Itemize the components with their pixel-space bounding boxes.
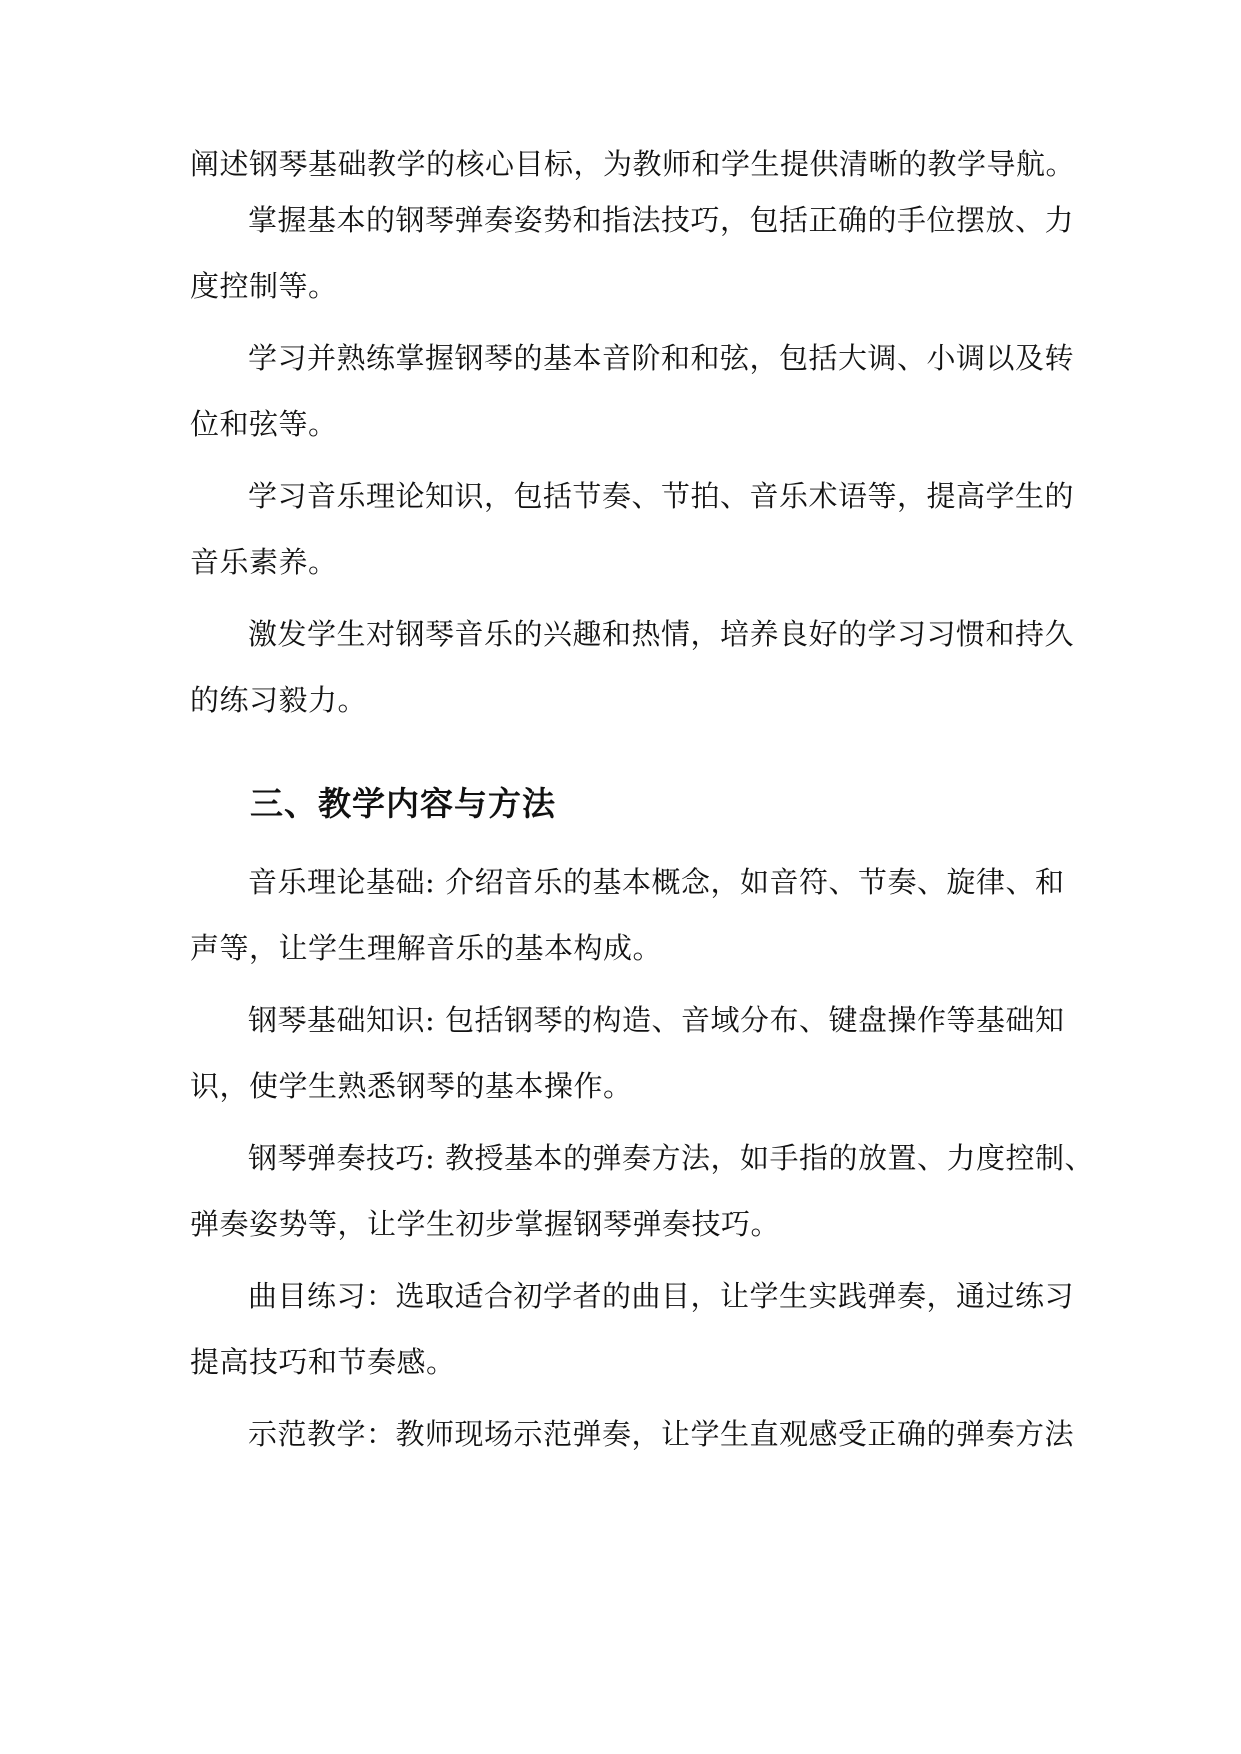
content-5-line-1: 示范教学：教师现场示范弹奏，让学生直观感受正确的弹奏方法 [248,1417,1075,1451]
intro-paragraph: 阐述钢琴基础教学的核心目标，为教师和学生提供清晰的教学导航。 [190,147,1076,181]
goal-3-line-2: 音乐素养。 [190,545,338,579]
goal-1-line-1: 掌握基本的钢琴弹奏姿势和指法技巧，包括正确的手位摆放、力 [248,203,1075,237]
content-1-line-2: 声等，让学生理解音乐的基本构成。 [190,931,663,965]
content-1-line-1: 音乐理论基础: 介绍音乐的基本概念，如音符、节奏、旋律、和 [248,865,1065,899]
section-heading: 三、教学内容与方法 [250,784,556,823]
content-2-line-2: 识，使学生熟悉钢琴的基本操作。 [190,1069,633,1103]
goal-4-line-2: 的练习毅力。 [190,683,368,717]
goal-2-line-2: 位和弦等。 [190,407,338,441]
content-3-line-1: 钢琴弹奏技巧: 教授基本的弹奏方法，如手指的放置、力度控制、 [248,1141,1094,1175]
content-3-line-2: 弹奏姿势等，让学生初步掌握钢琴弹奏技巧。 [190,1207,781,1241]
content-4-line-1: 曲目练习：选取适合初学者的曲目，让学生实践弹奏，通过练习 [248,1279,1075,1313]
goal-4-line-1: 激发学生对钢琴音乐的兴趣和热情，培养良好的学习习惯和持久 [248,617,1075,651]
goal-3-line-1: 学习音乐理论知识，包括节奏、节拍、音乐术语等，提高学生的 [248,479,1075,513]
content-4-line-2: 提高技巧和节奏感。 [190,1345,456,1379]
goal-2-line-1: 学习并熟练掌握钢琴的基本音阶和和弦，包括大调、小调以及转 [248,341,1075,375]
goal-1-line-2: 度控制等。 [190,269,338,303]
content-2-line-1: 钢琴基础知识: 包括钢琴的构造、音域分布、键盘操作等基础知 [248,1003,1065,1037]
